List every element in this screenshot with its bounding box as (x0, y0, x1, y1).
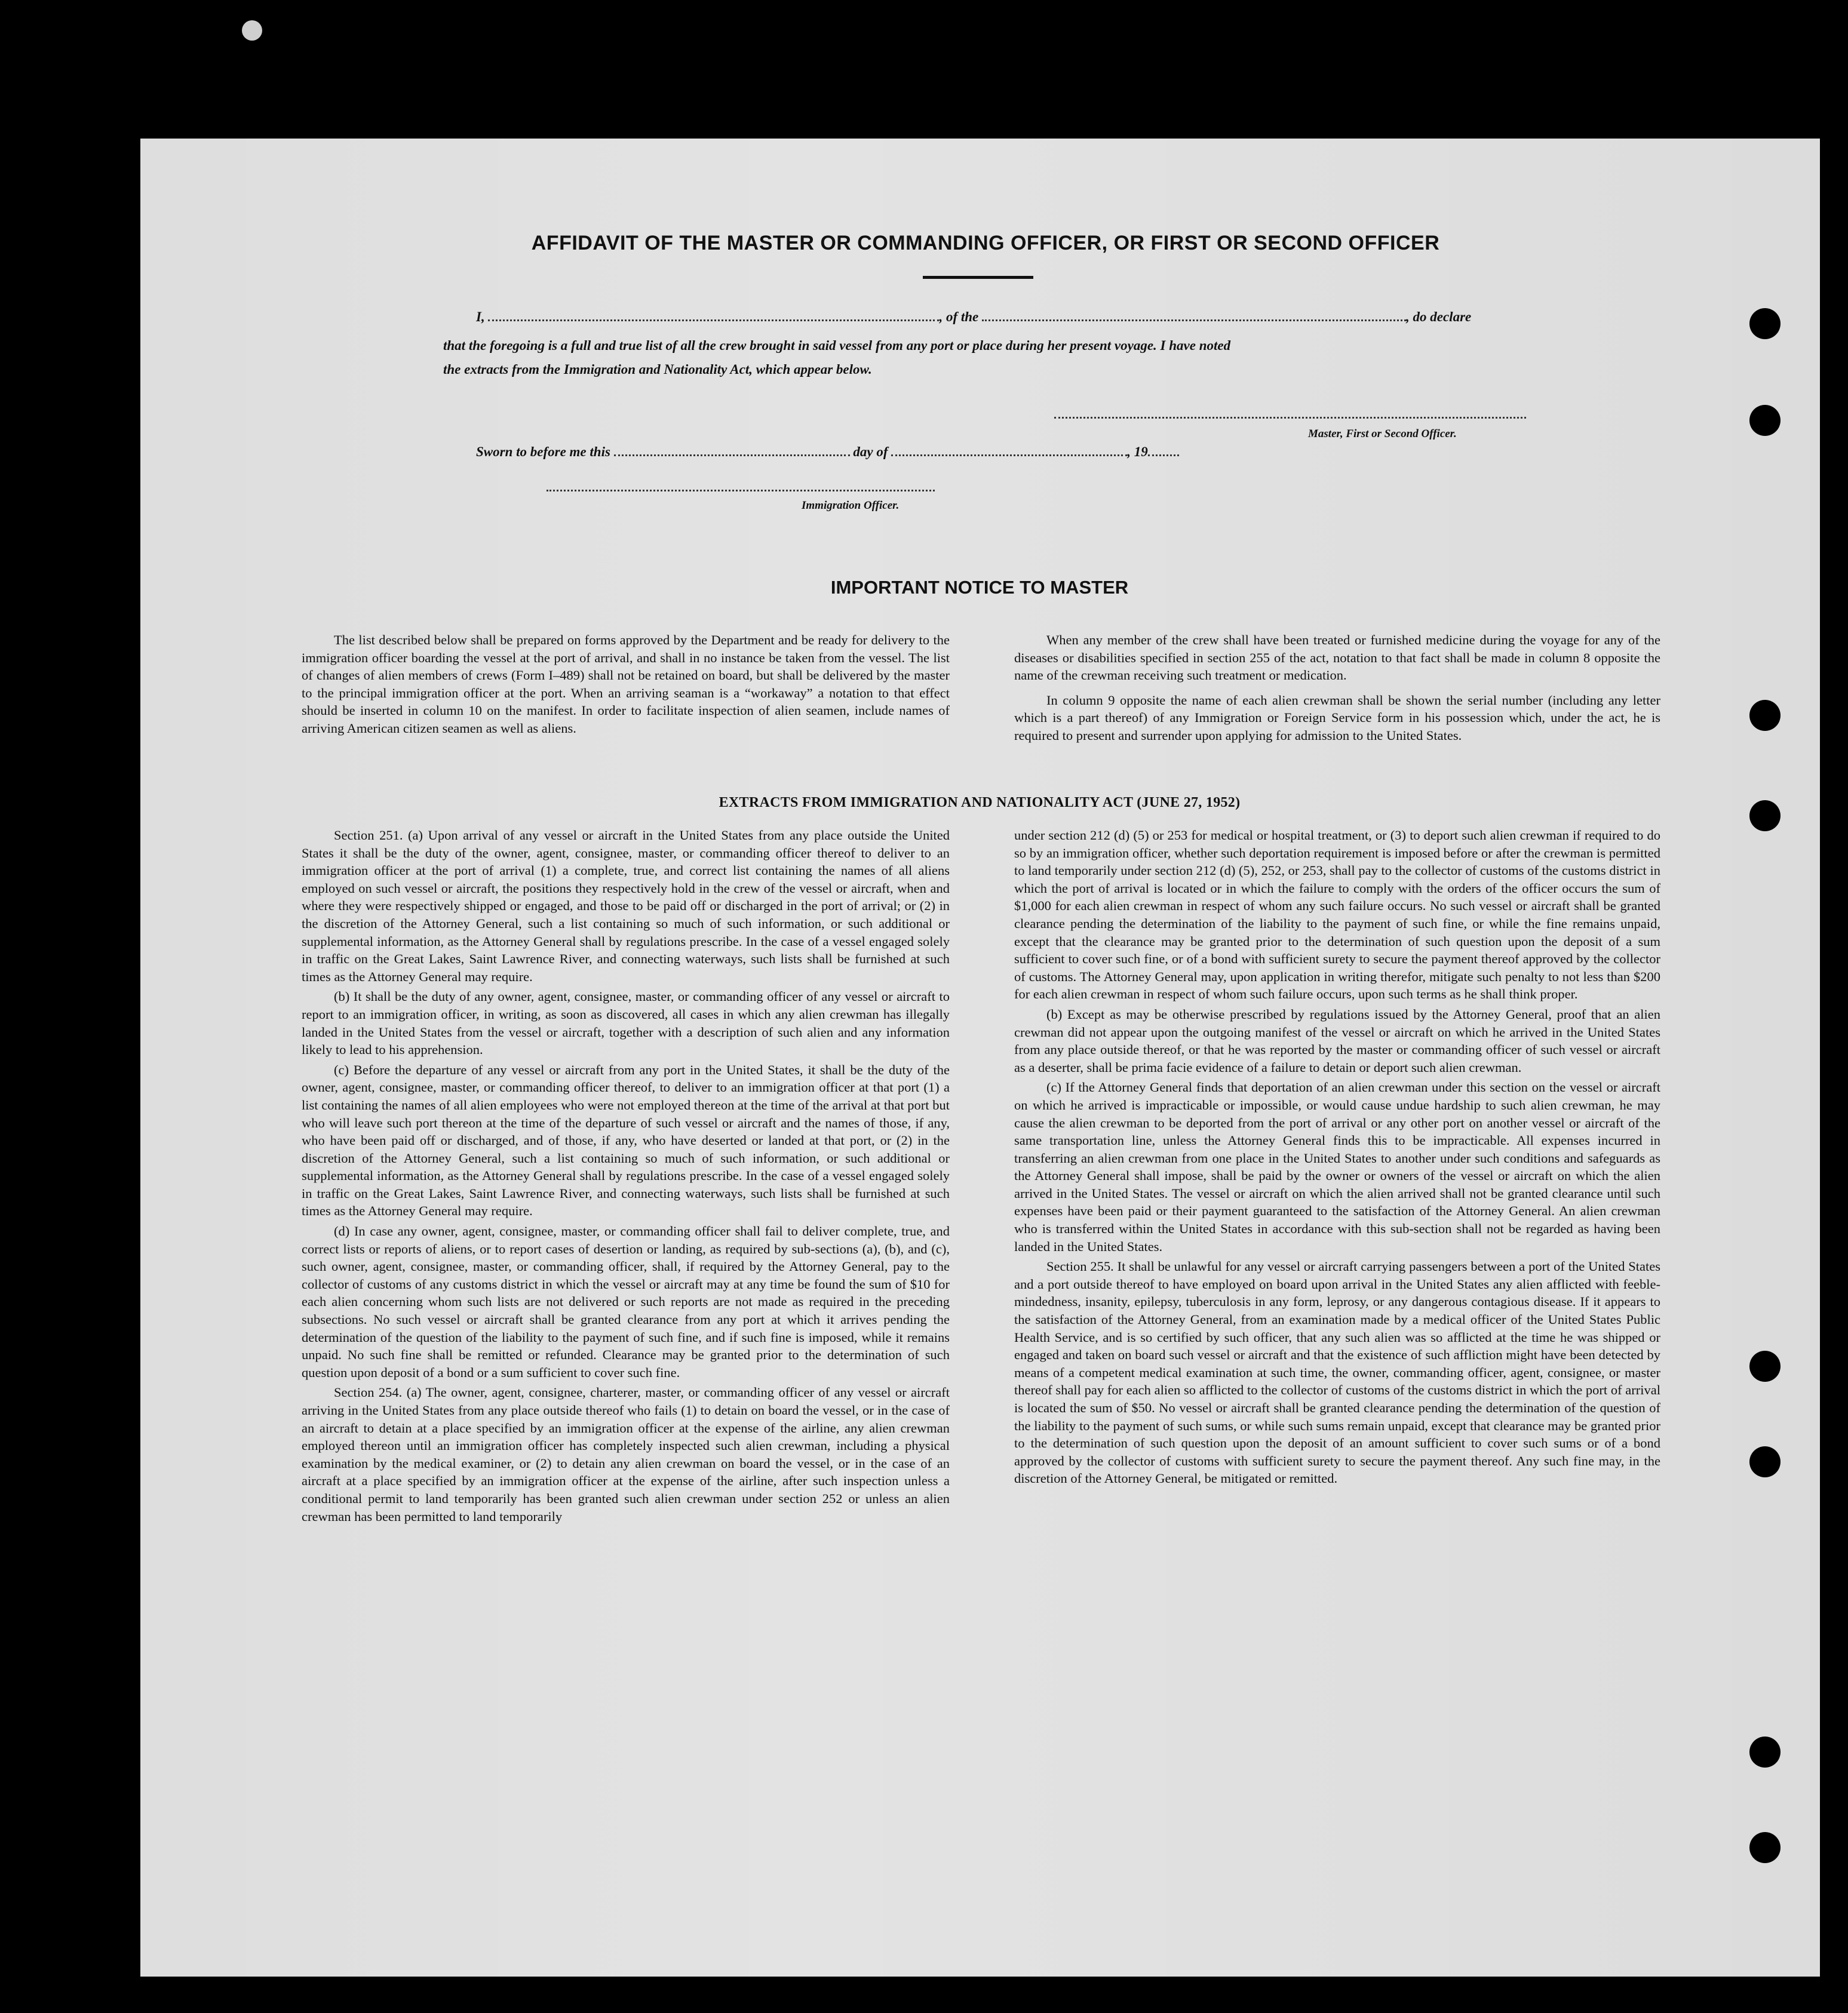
extracts-right-column (1014, 826, 1660, 1490)
notice-right-column (1014, 631, 1660, 747)
notice-heading: IMPORTANT NOTICE TO MASTER (830, 577, 1129, 598)
declaration-statement-cont: the extracts from the Immigration and Nationality Act, which appear below. (443, 362, 872, 377)
binder-hole (1749, 800, 1781, 831)
scanner-blotch (242, 20, 262, 41)
sworn-year-field[interactable] (1148, 446, 1179, 456)
extracts-heading: EXTRACTS FROM IMMIGRATION AND NATIONALITY ACT (JUNE 27, 1952) (719, 795, 1241, 810)
binder-hole (1749, 1737, 1781, 1768)
declaration-of-the: , of the (939, 309, 979, 324)
name-field[interactable] (488, 311, 939, 321)
master-signature-caption: Master, First or Second Officer. (1308, 428, 1457, 440)
sworn-day-of: day of (853, 444, 888, 459)
binder-hole (1749, 308, 1781, 339)
extracts-left-column (302, 826, 950, 1528)
section-255: Section 255. It shall be unlawful for any vessel or aircraft carrying passengers between a port of the United States and a port outside thereof to have employed on board upon arrival in the United States any alien afflicted with feeble-mindedness, insanity, epilepsy, tuberculosis in any form, leprosy, or any dangerous contagious disease. If it appears to the satisfaction of the Attorney General, from an examination made by a medical officer of the United States Public Health Service, and is so certified by such officer, that any such alien was so afflicted at the time he was shipped or engaged and taken on board such vessel or aircraft and that the existence of such affliction might have been detected by means of a competent medical examination at such time, the owner, commanding officer, agent, consignee, or master thereof shall pay for each alien so afflicted to the collector of customs of the customs district in which the port of arrival is located the sum of $50. No vessel or aircraft shall be granted clearance pending the determination of the question of the liability to the payment of such sums, or while such sums remain unpaid, except that clearance may be granted prior to the determination of such question upon the deposit of an amount sufficient to cover such sums or of a bond approved by the collector of customs with sufficient surety to secure the payment thereof. Any such fine may, in the discretion of the Attorney General, be mitigated or remitted. (1014, 1259, 1660, 1486)
section-251-c: (c) Before the departure of any vessel or aircraft from any port in the United States, it shall be the duty of the owner, agent, consignee, master, or commanding officer thereof, to deliver to an immigration officer at that port (1) a list containing the names of all alien employees who were not employed thereon at the time of the arrival at that port but who will leave such port thereon at the time of the departure of such vessel or aircraft and the names of those, if any, who have been paid off or discharged, and of those, if any, who have deserted or landed at that port, or (2) in the discretion of the Attorney General, such a list containing so much of such information, or such additional or supplemental information, as the Attorney General shall by regulations prescribe. In the case of a vessel engaged solely in traffic on the Great Lakes, Saint Lawrence River, and connecting waterways, such lists shall be furnished at such times as the Attorney General may require. (302, 1062, 950, 1219)
section-254-a-cont: under section 212 (d) (5) or 253 for medical or hospital treatment, or (3) to deport such alien crewman if required to do so by an immigration officer, whether such deportation requirement is imposed before or after the crewman is permitted to land temporarily under section 212 (d) (5), 252, or 253, shall pay to the collector of customs of the customs district in which the port of arrival is located or in which the failure to comply with the orders of the officer occurs the sum of $1,000 for each alien crewman in respect of whom any such failure occurs. No such vessel or aircraft shall be granted clearance pending the determination of the liability to the payment of such fine, or while the fine remains unpaid, except that the clearance may be granted prior to the determination of such question upon the deposit of a sum sufficient to cover such fine, or of a bond with sufficient surety to secure the payment thereof approved by the collector of customs. The Attorney General may, upon application in writing therefor, mitigate such penalty to not less than $200 for each alien crewman in respect of whom such failure occurs, upon such terms as he shall think proper. (1014, 828, 1660, 1002)
vessel-field[interactable] (982, 311, 1406, 321)
declaration-do-declare: , do declare (1406, 309, 1472, 324)
declaration-line (476, 309, 1471, 325)
declaration-i: I, (476, 309, 485, 324)
declaration-statement: that the foregoing is a full and true list of all the crew brought in said vessel from any port or place during her present voyage. I have noted (443, 338, 1231, 353)
immigration-officer-signature-line[interactable] (547, 490, 935, 491)
notice-paragraph: In column 9 opposite the name of each alien crewman shall be shown the serial number (including any letter which is a part thereof) of any Immigration or Foreign Service form in his possession which, under the act, he is required to present and surrender upon applying for admission to the United States. (1014, 692, 1660, 743)
title-rule (923, 276, 1033, 279)
notice-paragraph: The list described below shall be prepared on forms approved by the Department and be ready for delivery to the immigration officer boarding the vessel at the port of arrival, and shall in no instance be taken from the vessel. The list of changes of alien members of crews (Form I–489) shall not be retained on board, but shall be delivered by the master to the principal immigration officer at the port. When an arriving seaman is a “workaway” a notation to that effect should be inserted in column 10 on the manifest. In order to facilitate inspection of alien seamen, include names of arriving American citizen seamen as well as aliens. (302, 632, 950, 736)
notice-paragraph: When any member of the crew shall have been treated or furnished medicine during the voyage for any of the diseases or disabilities specified in section 255 of the act, notation to that fact shall be made in column 8 opposite the name of the crewman receiving such treatment or medication. (1014, 632, 1660, 683)
binder-hole (1749, 1351, 1781, 1382)
section-251-b: (b) It shall be the duty of any owner, agent, consignee, master, or commanding officer of any vessel or aircraft to report to an immigration officer, in writing, as soon as discovered, all cases in which any alien crewman has illegally landed in the United States from the vessel or aircraft, together with a description of such alien and any information likely to lead to his apprehension. (302, 989, 950, 1058)
section-254-b: (b) Except as may be otherwise prescribed by regulations issued by the Attorney General, proof that an alien crewman did not appear upon the outgoing manifest of the vessel or aircraft on which he arrived in the United States from any place outside thereof, or that he was reported by the master or commanding officer of such vessel or aircraft as a deserter, shall be prima facie evidence of a failure to detain or deport such alien crewman. (1014, 1006, 1660, 1075)
binder-hole (1749, 1832, 1781, 1863)
section-254-c: (c) If the Attorney General finds that deportation of an alien crewman under this section on the vessel or aircraft on which he arrived is impracticable or impossible, or would cause undue hardship to such alien crewman, he may cause the alien crewman to be deported from the port of arrival or any other port on another vessel or aircraft of the same transportation line, unless the Attorney General finds this to be impracticable. All expenses incurred in transferring an alien crewman from one place in the United States to another under such conditions and safeguards as the Attorney General shall impose, shall be paid by the owner or owners of the vessel or aircraft on which the alien arrived in the United States. The vessel or aircraft on which the alien arrived shall not be granted clearance until such expenses have been paid or their payment guaranteed to the satisfaction of the Attorney General. An alien crewman who is transferred within the United States in accordance with this sub-section shall not be regarded as having been landed in the United States. (1014, 1080, 1660, 1254)
sworn-line (476, 444, 1179, 460)
sworn-year: , 19 (1127, 444, 1148, 459)
immigration-officer-caption: Immigration Officer. (802, 499, 900, 512)
notice-left-column (302, 631, 950, 740)
sworn-day-field[interactable] (614, 446, 850, 456)
section-251-a: Section 251. (a) Upon arrival of any vessel or aircraft in the United States from any place outside the United States it shall be the duty of the owner, agent, consignee, master, or commanding officer thereof to deliver to an immigration officer at the port of arrival (1) a complete, true, and correct list containing the names of all aliens employed on such vessel or aircraft, the positions they respectively hold in the crew of the vessel or aircraft, when and where they were respectively shipped or engaged, and those to be paid off or discharged in the port of arrival; or (2) in the discretion of the Attorney General, such a list containing so much of such information, or such additional or supplemental information, as the Attorney General shall by regulations prescribe. In the case of a vessel engaged solely in traffic on the Great Lakes, Saint Lawrence River, and connecting waterways, such lists shall be furnished at such times as the Attorney General may require. (302, 828, 950, 984)
binder-hole (1749, 405, 1781, 436)
binder-hole (1749, 700, 1781, 731)
sworn-month-field[interactable] (891, 446, 1127, 456)
binder-hole (1749, 1446, 1781, 1477)
sworn-prefix: Sworn to before me this (476, 444, 610, 459)
section-251-d: (d) In case any owner, agent, consignee, master, or commanding officer shall fail to deliver complete, true, and correct lists or reports of aliens, or to report cases of desertion or landing, as required by sub-sections (a), (b), and (c), such owner, agent, consignee, master, or commanding officer, shall, if required by the Attorney General, pay to the collector of customs of any customs district in which the vessel or aircraft may at any time be found the sum of $10 for each alien concerning whom such lists are not delivered or such reports are not made as required in the preceding subsections. No such vessel or aircraft shall be granted clearance from any port at which it arrives pending the determination of the question of the liability to the payment of such fine, and if such fine is imposed, while it remains unpaid. No such fine shall be remitted or refunded. Clearance may be granted prior to the determination of such question upon deposit of a bond or a sum sufficient to cover such fine. (302, 1224, 950, 1380)
master-signature-line[interactable] (1054, 417, 1526, 419)
section-254-a: Section 254. (a) The owner, agent, consignee, charterer, master, or commanding officer of any vessel or aircraft arriving in the United States from any place outside thereof who fails (1) to detain on board the vessel, or in the case of an aircraft to detain at a place specified by an immigration officer at the expense of the airline, any alien crewman employed thereon until an immigration officer has completely inspected such alien crewman, including a physical examination by the medical examiner, or (2) to detain any alien crewman on board the vessel, or in the case of an aircraft at a place specified by an immigration officer at the expense of the airline, after such inspection unless a conditional permit to land temporarily has been granted such alien crewman under section 252 or unless an alien crewman has been permitted to land temporarily (302, 1385, 950, 1524)
affidavit-title: AFFIDAVIT OF THE MASTER OR COMMANDING OFFICER, OR FIRST OR SECOND OFFICER (531, 232, 1440, 254)
